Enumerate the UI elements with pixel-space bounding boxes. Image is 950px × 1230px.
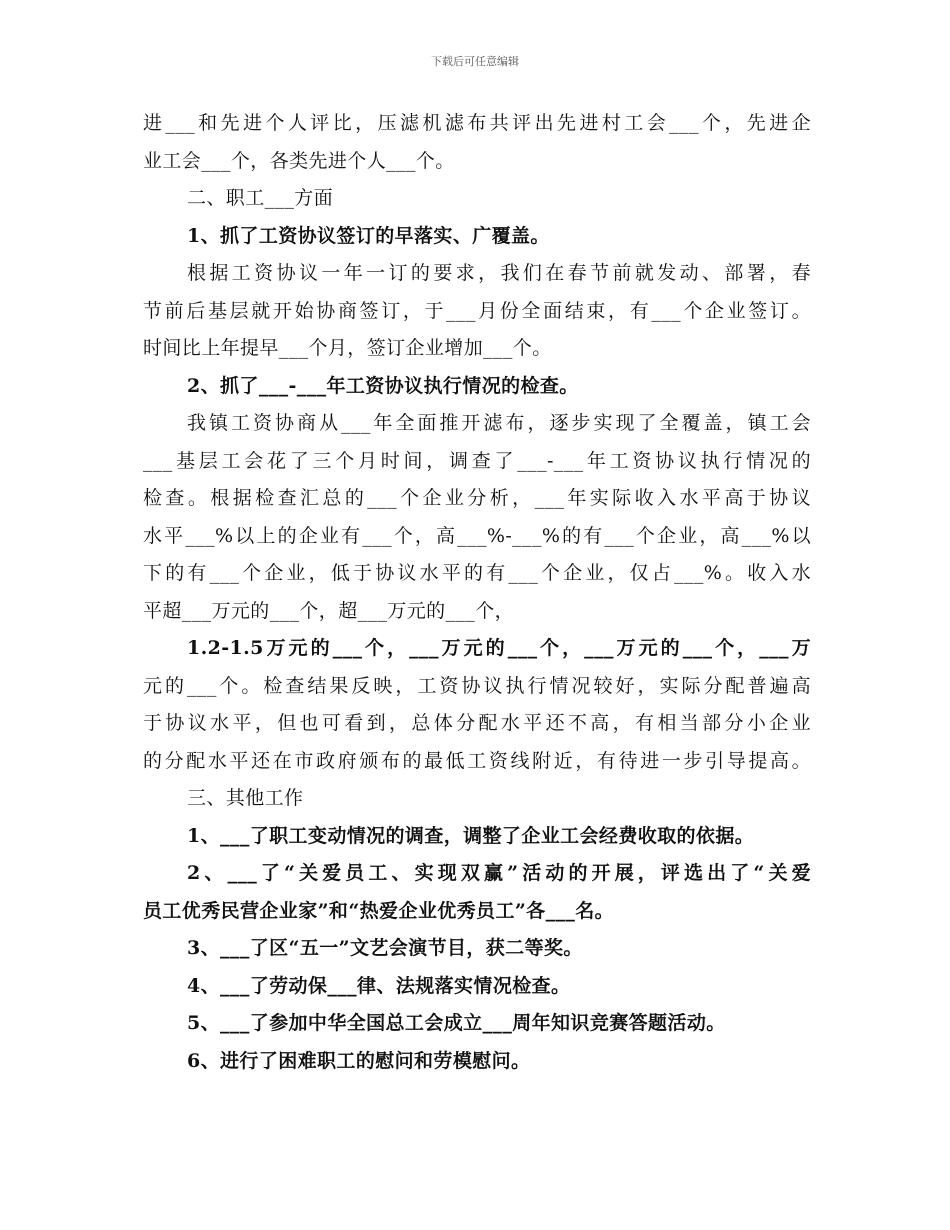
text-line: 3、___了区“五一”文艺会演节目，获二等奖。 xyxy=(187,937,583,959)
text-line: 下的有___个企业，低于协议水平的有___个企业，仅占___%。收入水 xyxy=(143,562,811,584)
text-line: 节前后基层就开始协商签订，于___月份全面结束，有___个企业签订。 xyxy=(143,299,811,322)
text-line: 水平___%以上的企业有___个，高___%-___%的有___个企业，高___%以 xyxy=(143,524,811,547)
text-line: 平超___万元的___个，超___万元的___个， xyxy=(143,599,515,622)
text-line: 员工优秀民营企业家”和“热爱企业优秀员工”各___名。 xyxy=(143,899,615,922)
text-line: 于协议水平，但也可看到，总体分配水平还不高，有相当部分小企业 xyxy=(143,712,811,734)
text-line: 根据工资协议一年一订的要求，我们在春节前就发动、部署，春 xyxy=(187,262,811,284)
text-line: 1、抓了工资协议签订的早落实、广覆盖。 xyxy=(187,224,550,247)
text-line: 1.2-1.5万元的___个，___万元的___个，___万元的___个，___万 xyxy=(187,637,811,659)
text-line: 2、抓了___-___年工资协议执行情况的检查。 xyxy=(187,374,579,397)
text-line: 的分配水平还在市政府颁布的最低工资线附近，有待进一步引导提高。 xyxy=(143,749,811,772)
text-line: 时间比上年提早___个月，签订企业增加___个。 xyxy=(143,337,552,359)
text-line: 进___和先进个人评比，压滤机滤布共评出先进村工会___个，先进企 xyxy=(143,112,811,134)
text-line: 1、___了职工变动情况的调查，调整了企业工会经费收取的依据。 xyxy=(187,824,755,847)
text-line: 6、进行了困难职工的慰问和劳模慰问。 xyxy=(187,1049,531,1072)
text-line: 业工会___个，各类先进个人___个。 xyxy=(143,149,455,172)
page-header: 下载后可任意编辑 xyxy=(431,55,519,68)
text-line: ___基层工会花了三个月时间，调查了___-___年工资协议执行情况的 xyxy=(143,449,811,472)
text-line: 4、___了劳动保___律、法规落实情况检查。 xyxy=(187,974,571,997)
text-line: 三、其他工作 xyxy=(187,787,304,809)
text-line: 二、职工___方面 xyxy=(187,187,334,209)
text-line: 我镇工资协商从___年全面推开滤布，逐步实现了全覆盖，镇工会 xyxy=(187,412,811,434)
text-line: 2、___了“关爱员工、实现双赢”活动的开展，评选出了“关爱 xyxy=(187,862,811,884)
text-line: 5、___了参加中华全国总工会成立___周年知识竞赛答题活动。 xyxy=(187,1012,726,1034)
document-body xyxy=(143,105,811,1080)
text-line: 检查。根据检查汇总的___个企业分析，___年实际收入水平高于协议 xyxy=(143,487,811,509)
text-line: 元的___个。检查结果反映，工资协议执行情况较好，实际分配普遍高 xyxy=(143,674,811,697)
